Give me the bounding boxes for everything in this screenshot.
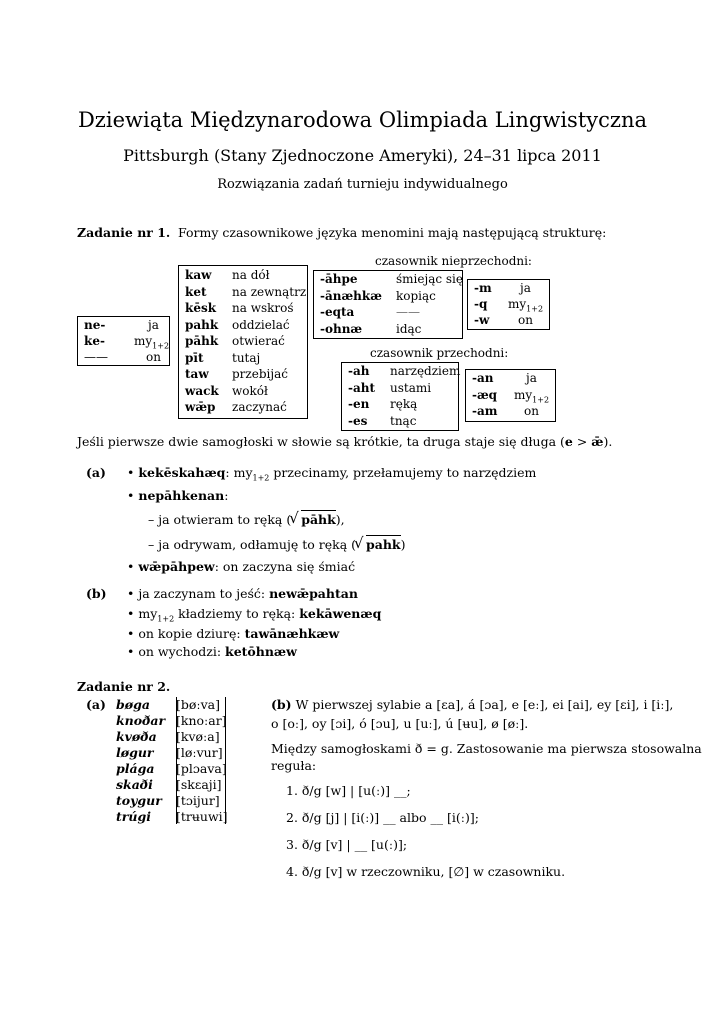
trans-morph: -es (348, 413, 368, 428)
list-item: • on wychodzi: ketōhnæw (127, 644, 297, 659)
page-subtitle: Pittsburgh (Stany Zjednoczone Ameryki), 24–31 lipca 2011 (123, 146, 602, 165)
answer-sub: 1+2 (157, 614, 175, 624)
list-item: • on kopie dziurę: tawānæhkæw (127, 626, 340, 641)
task2-b-para1: Między samogłoskami ð = g. Zastosowanie ma pierwsza stosowalna (271, 741, 702, 756)
trans-gloss: ręką (390, 397, 418, 411)
ipa: [skɛaji] (176, 777, 222, 792)
task1-label: Zadanie nr 1. (77, 225, 171, 240)
answer-text: – ja odrywam, odłamuję to ręką ( (148, 537, 356, 552)
prefix-gloss (134, 334, 169, 350)
word: trúgi (116, 809, 151, 824)
root-box (178, 265, 308, 419)
task2-label: Zadanie nr 2. (77, 679, 171, 694)
intrans-morph: -ānæhkæ (320, 288, 382, 303)
rule-item: 4. ð/g [v] w rzeczowniku, [∅] w czasowniku. (286, 864, 566, 879)
trans-person-gloss: ja (526, 371, 537, 385)
answer-text: on kopie dziurę: (138, 626, 245, 641)
intrans-gloss: idąc (396, 321, 422, 336)
intrans-person-morph: -w (474, 313, 490, 327)
vowel-rule (77, 434, 612, 449)
sqrt-root (356, 537, 401, 552)
word: skaði (116, 777, 153, 792)
answer-text: ), (335, 512, 345, 527)
intrans-person-gloss: on (518, 313, 533, 327)
prefix-box (77, 316, 170, 366)
trans-morph: -aht (348, 380, 376, 395)
trans-gloss: narzędziem (390, 364, 461, 378)
prefix-gloss-text: my (134, 334, 153, 348)
answer-word: wǣpāhpew (138, 559, 215, 574)
trans-person-morph: -am (472, 404, 498, 418)
trans-person-gloss-sub: 1+2 (532, 394, 550, 404)
root-morph: kaw (185, 268, 212, 282)
root-gloss: zaczynać (232, 400, 287, 414)
page-subsubtitle: Rozwiązania zadań turnieju indywidualnego (217, 177, 508, 192)
intrans-morph: -ohnæ (320, 321, 363, 336)
intrans-person-gloss: ja (520, 281, 531, 295)
sqrt-root (291, 512, 336, 527)
root-morph: pahk (185, 317, 219, 332)
rule-item: 3. ð/g [v] | __ [u(ː)]; (286, 837, 408, 852)
task2-b-line2: o [oː], oy [ɔi], ó [ɔu], u [uː], ú [ʉu], ø [øː]. (271, 716, 529, 731)
vowel-rule-gt: > (572, 434, 592, 449)
root-gloss: przebijać (232, 367, 288, 381)
prefix-morph: ke- (84, 334, 105, 348)
root-morph: taw (185, 367, 209, 381)
root-morph: kēsk (185, 301, 217, 315)
word: plága (116, 761, 155, 776)
ipa: [løːvur] (176, 745, 223, 760)
task2-b-para2: reguła: (271, 758, 317, 773)
page-title: Dziewiąta Międzynarodowa Olimpiada Lingwistyczna (77, 108, 648, 132)
trans-person-gloss-text: my (514, 387, 533, 402)
answer-word: tawānæhkæw (244, 626, 340, 641)
task2-b-label: (b) (271, 697, 292, 712)
root-gloss: oddzielać (232, 317, 290, 332)
list-item: • $my_{1+2}$ kładziemy to ręką: kekāwenæq (127, 606, 382, 624)
answer-text: my (138, 606, 158, 621)
trans-caption: czasownik przechodni: (370, 346, 509, 360)
intrans-caption: czasownik nieprzechodni: (375, 254, 532, 268)
answer-text: kładziemy to ręką: (174, 606, 300, 621)
prefix-morph: ne- (84, 318, 106, 332)
word: toygur (116, 793, 162, 808)
trans-person-morph: -æq (472, 387, 498, 402)
answer-text: ) (400, 537, 406, 552)
prefix-gloss: on (146, 350, 161, 364)
trans-morph: -en (348, 397, 370, 411)
list-subitem (148, 512, 345, 527)
root-gloss: na dół (232, 268, 270, 282)
root-morph: wǣp (185, 400, 216, 414)
trans-box (341, 362, 459, 431)
intrans-gloss: śmiejąc się (396, 272, 463, 286)
intrans-gloss: kopiąc (396, 288, 436, 303)
answer-word: ketōhnæw (225, 644, 297, 659)
list-item: • wǣpāhpew: on zaczyna się śmiać (127, 559, 356, 574)
trans-gloss: ustami (390, 380, 432, 395)
rule-item: 1. ð/g [w] | [u(ː)] __; (286, 783, 411, 798)
trans-gloss: tnąc (390, 413, 417, 428)
vowel-rule-end: ). (603, 434, 613, 449)
task2-b-line1-text: W pierwszej sylabie a [ɛa], á [ɔa], e [eː], ei [ai], ey [ɛi], i [iː], (295, 697, 674, 712)
trans-person-box (465, 369, 556, 422)
trans-morph: -ah (348, 364, 370, 378)
root-gloss: wokół (232, 383, 268, 398)
prefix-gloss: ja (148, 318, 159, 332)
root-gloss: na wskroś (232, 301, 294, 315)
word: knoðar (116, 713, 166, 728)
root-word: pāhk (301, 512, 336, 527)
ipa: [kvøːa] (176, 729, 220, 744)
answer-text: – ja otwieram to ręką ( (148, 512, 292, 527)
answer-text: on wychodzi: (138, 644, 226, 659)
vowel-rule-text: Jeśli pierwsze dwie samogłoski w słowie są krótkie, ta druga staje się długa ( (77, 434, 565, 449)
task2-b-line1 (271, 697, 673, 712)
intrans-person-morph: -m (474, 281, 492, 295)
trans-person-gloss: on (524, 404, 539, 418)
prefix-morph: —— (84, 350, 108, 364)
answer-word: nepāhkenan (138, 488, 225, 503)
intrans-morph: -āhpe (320, 272, 358, 286)
list-item: • ja zaczynam to jeść: newǣpahtan (127, 586, 358, 601)
list-item: • kekēskahæq: $my_{1+2}$ przecinamy, przełamujemy to narzędziem (127, 465, 537, 483)
ipa: [plɔava] (176, 761, 227, 776)
intrans-person-morph: -q (474, 297, 488, 311)
task1-a-label: (a) (86, 465, 106, 480)
task1-intro: Formy czasownikowe języka menomini mają następującą strukturę: (178, 225, 607, 240)
root-gloss: na zewnątrz (232, 284, 307, 299)
task1-b-label: (b) (86, 586, 107, 601)
vowel-rule-e: e (564, 434, 573, 449)
intrans-person-gloss-sub: 1+2 (526, 304, 544, 314)
answer-text: : my (225, 465, 253, 480)
ipa: [bøːva] (176, 697, 221, 712)
trans-person-morph: -an (472, 371, 494, 385)
root-word: pahk (366, 537, 401, 552)
intrans-box (313, 270, 463, 339)
answer-word: kekēskahæq (138, 465, 226, 480)
prefix-gloss-sub: 1+2 (152, 341, 170, 351)
answer-sub: 1+2 (252, 473, 270, 483)
root-gloss: otwierać (232, 334, 285, 348)
answer-word: kekāwenæq (299, 606, 382, 621)
ipa: [knoːar] (176, 713, 227, 728)
list-subitem (148, 537, 405, 552)
answer-text: przecinamy, przełamujemy to narzędziem (269, 465, 537, 480)
word: løgur (116, 745, 154, 760)
root-morph: pīt (185, 350, 204, 365)
task2-a-label: (a) (86, 697, 106, 712)
root-morph: pāhk (185, 334, 219, 348)
intrans-gloss: —— (396, 305, 420, 319)
intrans-person-box (467, 279, 550, 330)
vowel-rule-long: ǣ (591, 434, 604, 449)
answer-text: : on zaczyna się śmiać (214, 559, 356, 574)
list-item: • nepāhkenan: (127, 488, 229, 503)
word: bøga (116, 697, 150, 712)
trans-person-gloss (514, 388, 549, 404)
answer-text: ja zaczynam to jeść: (138, 586, 270, 601)
root-morph: wack (185, 383, 219, 398)
root-morph: ket (185, 284, 207, 299)
rule-item: 2. ð/g [j] | [i(ː)] __ albo __ [i(ː)]; (286, 810, 479, 825)
ipa: [trʉuwi] (176, 809, 228, 824)
intrans-person-gloss-text: my (508, 297, 527, 311)
word: kvøða (116, 729, 157, 744)
root-gloss: tutaj (232, 350, 261, 365)
intrans-morph: -eqta (320, 305, 355, 319)
ipa: [tɔijur] (176, 793, 220, 808)
intrans-person-gloss (508, 297, 543, 313)
answer-word: newǣpahtan (269, 586, 358, 601)
answer-text: : (224, 488, 229, 503)
